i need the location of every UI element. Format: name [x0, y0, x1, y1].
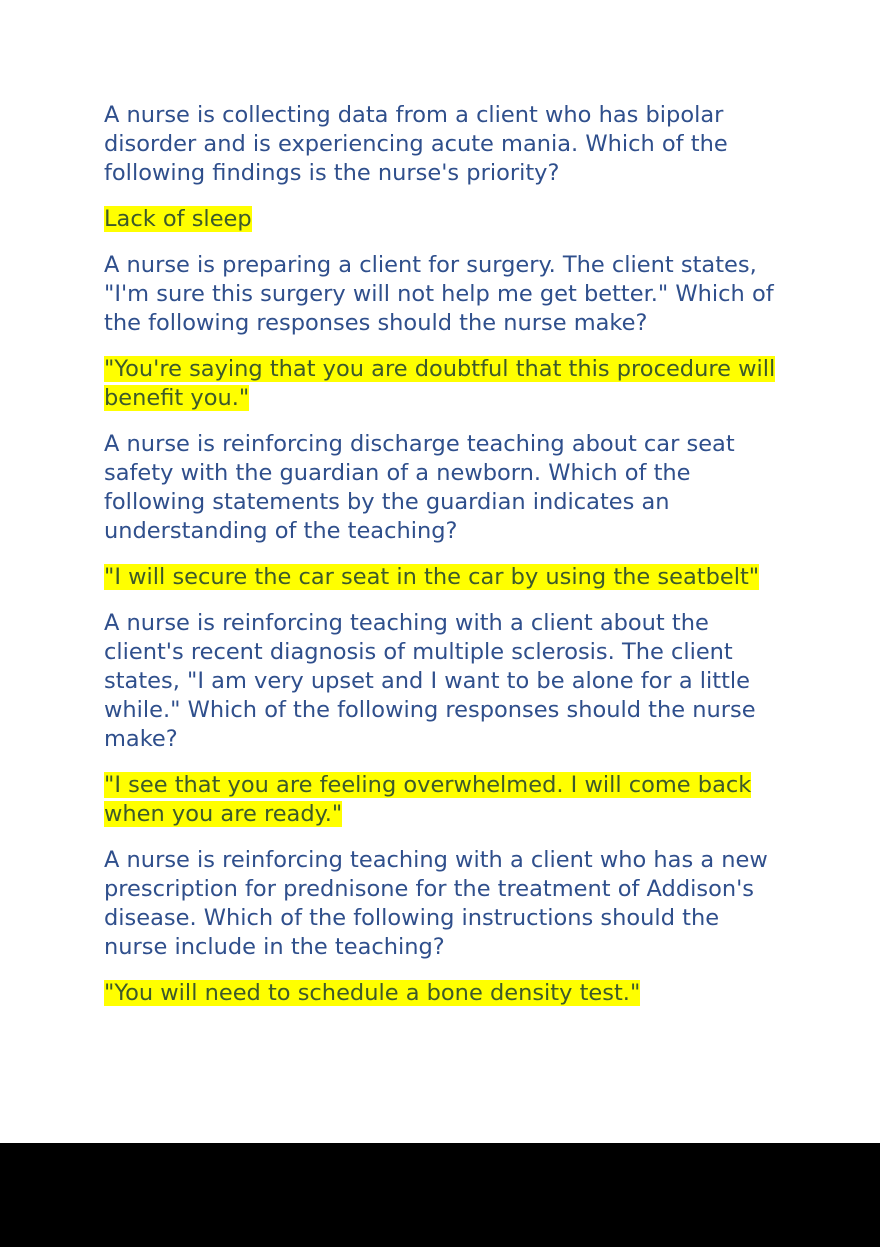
- question-4: A nurse is reinforcing teaching with a client about the client's recent diagnosis of multiple sclerosis. The client states, "I am very upset and I want to be alone for a little while." Which of the following responses should the nurse make?: [104, 610, 756, 752]
- answer-5-highlight: "You will need to schedule a bone density test.": [104, 980, 641, 1006]
- answer-1: [104, 205, 784, 234]
- question-5: A nurse is reinforcing teaching with a client who has a new prescription for prednisone for the treatment of Addison's disease. Which of the following instructions should the nurse include in the teaching?: [104, 847, 768, 960]
- document-content: [104, 101, 784, 1025]
- answer-3-highlight: "I will secure the car seat in the car by using the seatbelt": [104, 564, 760, 590]
- answer-1-highlight: Lack of sleep: [104, 206, 252, 232]
- question-2: A nurse is preparing a client for surgery. The client states, "I'm sure this surgery will not help me get better." Which of the following responses should the nurse make?: [104, 252, 774, 336]
- answer-3: [104, 563, 784, 592]
- answer-2-highlight: "You're saying that you are doubtful that this procedure will benefit you.": [104, 356, 776, 411]
- answer-4-highlight: "I see that you are feeling overwhelmed. I will come back when you are ready.": [104, 772, 752, 827]
- question-3: A nurse is reinforcing discharge teaching about car seat safety with the guardian of a newborn. Which of the following statements by the guardian indicates an understanding of the teaching?: [104, 431, 735, 544]
- answer-5: [104, 979, 784, 1008]
- answer-2: [104, 355, 784, 413]
- answer-4: [104, 771, 784, 829]
- question-1: A nurse is collecting data from a client who has bipolar disorder and is experiencing acute mania. Which of the following findings is the nurse's priority?: [104, 102, 728, 186]
